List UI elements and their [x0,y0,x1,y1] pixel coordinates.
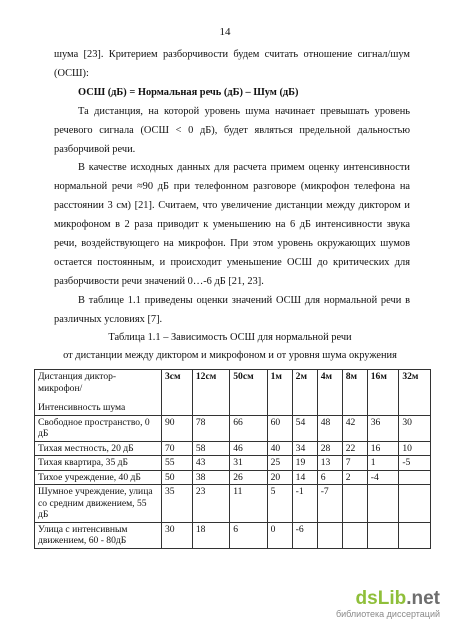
table-cell: -1 [292,485,317,523]
table-cell: 25 [267,456,292,471]
table-cell: -7 [317,485,342,523]
table-cell: 38 [192,470,229,485]
column-header: 12см [192,370,229,416]
table-cell: 40 [267,441,292,456]
table-cell [399,470,431,485]
table-caption-line-1: Таблица 1.1 – Зависимость ОСШ для нормальной речи [108,332,352,343]
table-cell [317,522,342,548]
table-caption [40,329,420,365]
table-row [35,441,431,456]
corner-distance-label: Дистанция диктор-микрофон/ [38,371,117,394]
paragraph-source-data: В качестве исходных данных для расчета примем оценку интенсивности нормальной речи ≈90 дБ при телефонном разговоре (микрофон телефона на расстоянии 3 см) [21]. Считаем, что увеличение дистанции между диктором и микрофоном в 2 раза приводит к уменьшению на 6 дБ интенсивности звука речи, воздействующего на микрофон. При этом уровень окружающих шумов остается постоянным, и происходит уменьшение ОСШ до критических для разборчивости речи значений 0…-6 дБ [21, 23]. [54,162,410,287]
table-cell: -4 [367,470,399,485]
column-header: 4м [317,370,342,416]
paragraph-intro: шума [23]. Критерием разборчивости будем считать отношение сигнал/шум (ОСШ): [54,49,410,79]
column-header: 16м [367,370,399,416]
table-cell: 70 [162,441,193,456]
row-label: Свободное пространство, 0 дБ [35,415,162,441]
table-cell [367,485,399,523]
table-cell: 78 [192,415,229,441]
table-row [35,415,431,441]
watermark [300,589,440,619]
page-number: 14 [219,26,231,38]
row-label: Тихая местность, 20 дБ [35,441,162,456]
table-cell [342,485,367,523]
formula: ОСШ (дБ) = Нормальная речь (дБ) – Шум (дБ) [78,86,299,98]
table-caption-line-2: от дистанции между диктором и микрофоном и от уровня шума окружения [63,350,397,361]
table-cell: 19 [292,456,317,471]
column-header: 8м [342,370,367,416]
table-cell: 48 [317,415,342,441]
table-cell: 30 [399,415,431,441]
table-cell: 55 [162,456,193,471]
row-label: Шумное учреждение, улица со средним движением, 55 дБ [35,485,162,523]
table-cell: 28 [317,441,342,456]
table-cell: 26 [230,470,267,485]
table-corner-cell [35,370,162,416]
corner-noise-label: Интенсивность шума [38,402,126,413]
watermark-brand: dsLib [355,588,407,609]
table-cell: 90 [162,415,193,441]
column-header: 1м [267,370,292,416]
table-cell: 46 [230,441,267,456]
table-cell: 42 [342,415,367,441]
table-cell [367,522,399,548]
table-cell: 54 [292,415,317,441]
data-table [34,369,431,549]
table-cell: 22 [342,441,367,456]
column-header: 50см [230,370,267,416]
table-cell [399,522,431,548]
table-cell: 1 [367,456,399,471]
table-cell: 60 [267,415,292,441]
paragraph-distance: Та дистанция, на которой уровень шума начинает превышать уровень речевого сигнала (ОСШ < 0 дБ), будет являться предельной дальностью разборчивой речи. [54,105,410,155]
table-cell: -6 [292,522,317,548]
paragraph-table-ref: В таблице 1.1 приведены оценки значений ОСШ для нормальной речи в различных условиях [7]. [54,294,410,325]
table-cell: 30 [162,522,193,548]
table-row [35,470,431,485]
table-cell: 66 [230,415,267,441]
table-cell: 2 [342,470,367,485]
table-cell: 31 [230,456,267,471]
body-text [54,46,410,330]
table-header-row [35,370,431,416]
table-row [35,522,431,548]
table-cell: 0 [267,522,292,548]
column-header: 3см [162,370,193,416]
column-header: 2м [292,370,317,416]
row-label: Улица с интенсивным движением, 60 - 80дБ [35,522,162,548]
table-cell: -5 [399,456,431,471]
table-cell: 35 [162,485,193,523]
table-cell: 34 [292,441,317,456]
table-cell: 10 [399,441,431,456]
row-label: Тихая квартира, 35 дБ [35,456,162,471]
table-cell: 50 [162,470,193,485]
row-label: Тихое учреждение, 40 дБ [35,470,162,485]
table-cell [342,522,367,548]
table-cell: 36 [367,415,399,441]
table-cell [399,485,431,523]
table-cell: 16 [367,441,399,456]
table-cell: 6 [317,470,342,485]
table-cell: 7 [342,456,367,471]
table-cell: 18 [192,522,229,548]
table-row [35,456,431,471]
table-cell: 11 [230,485,267,523]
table-cell: 23 [192,485,229,523]
table-cell: 5 [267,485,292,523]
table-cell: 43 [192,456,229,471]
watermark-tagline: библиотека диссертаций [335,609,440,619]
watermark-logo [300,589,440,608]
watermark-tld: .net [406,588,440,609]
table-cell: 13 [317,456,342,471]
table-cell: 14 [292,470,317,485]
column-header: 32м [399,370,431,416]
table-cell: 6 [230,522,267,548]
table-cell: 20 [267,470,292,485]
table-row [35,485,431,523]
table-cell: 58 [192,441,229,456]
